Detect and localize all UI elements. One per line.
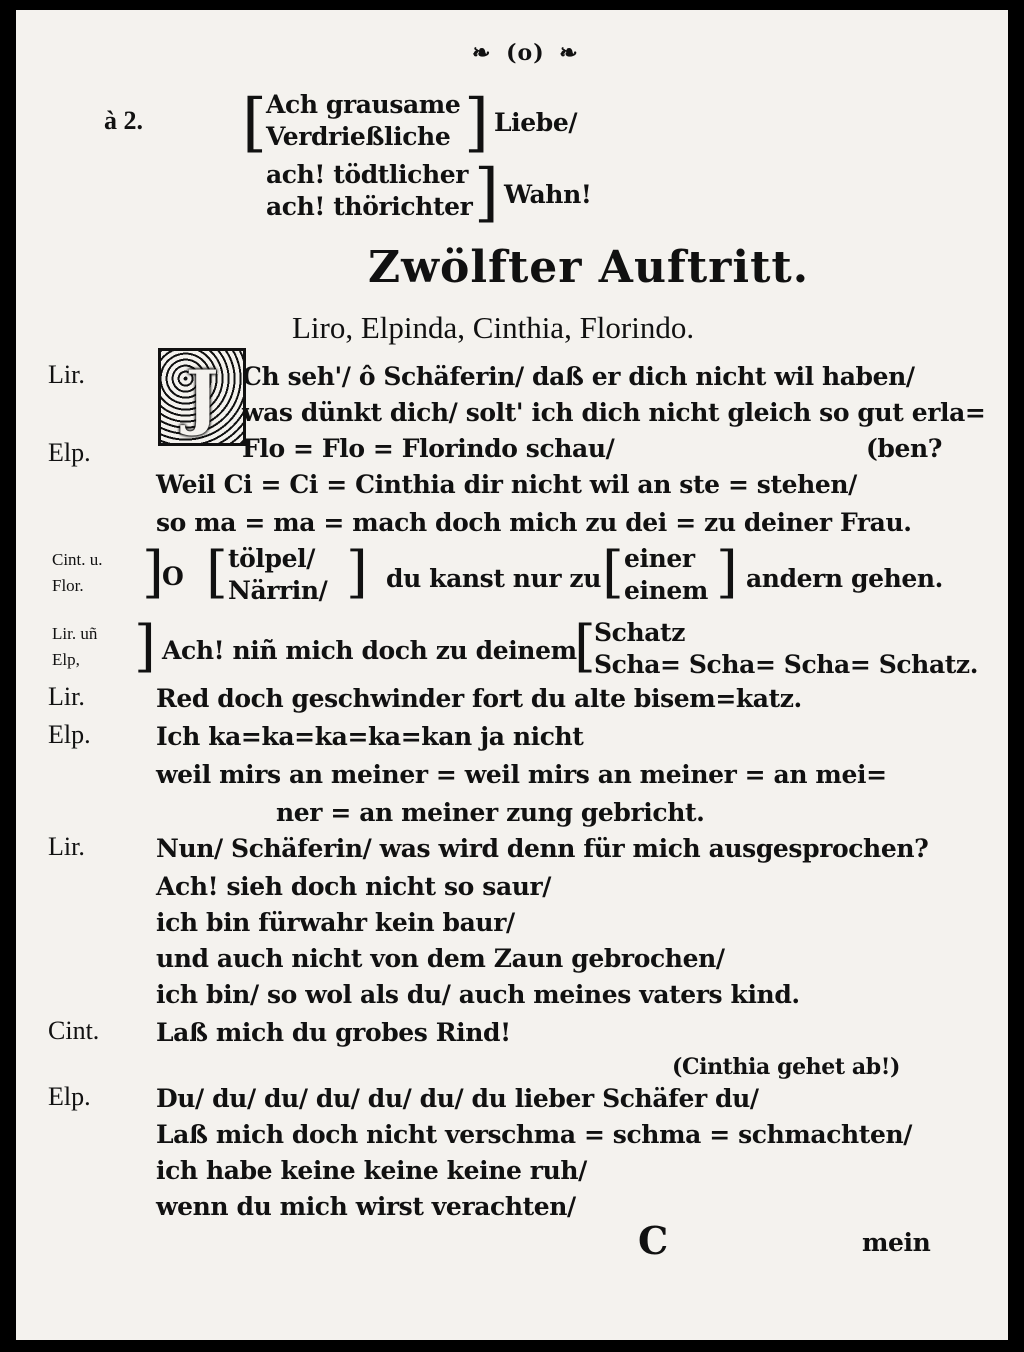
duet-line-b2: ach! thörichter — [266, 192, 473, 221]
brace-6a: [ — [206, 540, 228, 605]
line-6-b: Närrin/ — [228, 576, 328, 605]
speaker-flor: Flor. — [52, 576, 84, 595]
scene-cast: Liro, Elpinda, Cinthia, Florindo. — [292, 310, 695, 345]
brace-left: [ — [242, 86, 267, 160]
duet-line-b-end: Wahn! — [504, 180, 592, 209]
line-6-end: andern gehen. — [746, 564, 943, 593]
brace-right-2: ] — [474, 156, 499, 230]
line-6-mid: du kanst nur zu — [386, 564, 601, 593]
speaker-cint: Cint. — [48, 1016, 100, 1045]
signature-mark: C — [638, 1218, 668, 1263]
line-5: so ma = ma = mach doch mich zu dei = zu deiner Frau. — [156, 508, 912, 537]
speaker-brace-2: ] — [134, 614, 156, 679]
line-11: ner = an meiner zung gebricht. — [276, 798, 705, 827]
speaker-lir-un: Lir. uñ — [52, 624, 98, 643]
speaker-elp-2: Elp, — [52, 650, 80, 669]
line-17: Laß mich du grobes Rind! — [156, 1018, 511, 1047]
ornament-left-icon: ❧ — [472, 40, 492, 66]
line-6-c: einer — [624, 544, 695, 573]
line-6-d: einem — [624, 576, 708, 605]
book-page — [16, 10, 1008, 1340]
brace-right: ] — [464, 86, 489, 160]
line-14: ich bin fürwahr kein baur/ — [156, 908, 515, 937]
line-8: Red doch geschwinder fort du alte bisem=katz. — [156, 684, 802, 713]
line-7: Ach! niñ mich doch zu deinem — [162, 636, 577, 665]
duet-marker: à 2. — [104, 106, 143, 135]
brace-6b: ] — [346, 540, 368, 605]
line-13: Ach! sieh doch nicht so saur/ — [156, 872, 552, 901]
speaker-elp-4: Elp. — [48, 1082, 91, 1111]
duet-line-b1: ach! tödtlicher — [266, 160, 468, 189]
ornament-right-icon: ❧ — [559, 40, 579, 66]
line-1: Ch seh'/ ô Schäferin/ daß er dich nicht wil haben/ — [242, 362, 915, 391]
line-4: Weil Ci = Ci = Cinthia dir nicht wil an ste = stehen/ — [156, 470, 857, 499]
line-6-a: tölpel/ — [228, 544, 315, 573]
speaker-cint-u: Cint. u. — [52, 550, 103, 569]
page-number: (o) — [506, 40, 545, 66]
speaker-elp: Elp. — [48, 438, 91, 467]
decorative-dropcap-icon: J — [158, 348, 246, 446]
line-3: Flo = Flo = Florindo schau/ — [242, 434, 615, 463]
line-19: Du/ du/ du/ du/ du/ du/ du lieber Schäfer du/ — [156, 1084, 759, 1113]
speaker-brace-1: ] — [142, 540, 164, 605]
scene-title: Zwölfter Auftritt. — [368, 242, 810, 293]
line-6-o: O — [162, 562, 184, 591]
line-20: Laß mich doch nicht verschma = schma = schmachten/ — [156, 1120, 912, 1149]
line-15: und auch nicht von dem Zaun gebrochen/ — [156, 944, 725, 973]
duet-line-a1: Ach grausame — [266, 90, 461, 119]
line-10: weil mirs an meiner = weil mirs an meiner = an mei= — [156, 760, 887, 789]
speaker-lir-2: Lir. — [48, 682, 85, 711]
duet-line-a-end: Liebe/ — [494, 108, 578, 137]
line-3-continuation: (ben? — [866, 434, 943, 463]
speaker-lir-3: Lir. — [48, 832, 85, 861]
line-7-a: Schatz — [594, 618, 685, 647]
brace-6c: [ — [602, 540, 624, 605]
speaker-elp-3: Elp. — [48, 720, 91, 749]
stage-direction: (Cinthia gehet ab!) — [672, 1054, 900, 1080]
line-16: ich bin/ so wol als du/ auch meines vaters kind. — [156, 980, 800, 1009]
line-9: Ich ka=ka=ka=ka=kan ja nicht — [156, 722, 584, 751]
duet-line-a2: Verdrießliche — [266, 122, 451, 151]
line-12: Nun/ Schäferin/ was wird denn für mich ausgesprochen? — [156, 834, 929, 863]
brace-6d: ] — [716, 540, 738, 605]
speaker-lir: Lir. — [48, 360, 85, 389]
line-21: ich habe keine keine keine ruh/ — [156, 1156, 587, 1185]
page-header — [472, 40, 579, 66]
line-2: was dünkt dich/ solt' ich dich nicht gleich so gut erla= — [242, 398, 986, 427]
catchword: mein — [862, 1228, 931, 1257]
line-7-b: Scha= Scha= Scha= Schatz. — [594, 650, 979, 679]
line-22: wenn du mich wirst verachten/ — [156, 1192, 576, 1221]
brace-7: [ — [574, 614, 596, 679]
